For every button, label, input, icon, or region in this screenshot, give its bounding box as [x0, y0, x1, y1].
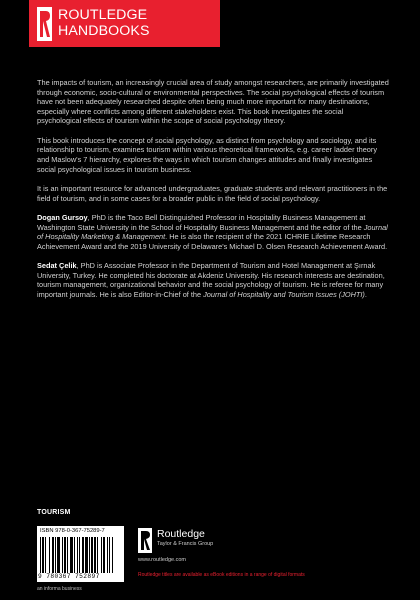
series-brand-box	[29, 0, 220, 47]
routledge-logo-icon	[37, 7, 52, 41]
author-bio-1-text-a: , PhD is the Taco Bell Distinguished Professor in Hospitality Business Management at Washington State University in the School of Hospitality Business Management and the editor of the	[37, 212, 366, 232]
ebook-note: Routledge titles are available as eBook editions in a range of digital formats	[138, 572, 305, 578]
author-name-2: Sedat Çelik	[37, 261, 77, 271]
description-paragraph-3: It is an important resource for advanced undergraduates, graduate students and relevant practitioners in the field of tourism, and in some cases for a broader public in the field of social psychology.	[37, 183, 388, 203]
author-name-1: Dogan Gursoy	[37, 212, 88, 222]
publisher-name: Routledge	[157, 528, 205, 540]
routledge-logo-icon	[138, 528, 152, 553]
series-name	[58, 8, 150, 39]
isbn-label: ISBN 978-0-367-75289-7	[40, 528, 105, 534]
isbn-digits: 9 780367 752897	[38, 573, 100, 580]
top-banner	[0, 0, 420, 70]
author-bio-1-text-b: . He is also the recipient of the 2021 ICHRIE Lifetime Research Achievement Award and the 2019 University of Delaware's Michael D. Olsen Research Achievement Award.	[37, 232, 388, 251]
series-line-1: ROUTLEDGE	[58, 7, 148, 23]
author-bio-1-journal: Journal of Hospitality Marketing & Management	[37, 222, 388, 242]
author-bio-2-text-a: , PhD is Associate Professor in the Department of Tourism and Hotel Management at Şırnak University, Turkey. He completed his doctorate at Akdeniz University. His research interests are destination, tourism management, organizational behavior and the social psychology of tourism. He is referee for many important journals. He is also Editor-in-Chief of the	[37, 261, 385, 300]
series-line-2: HANDBOOKS	[58, 22, 150, 39]
subject-category: TOURISM	[37, 509, 71, 516]
publisher-block	[138, 527, 318, 567]
author-bio-2-text-b: .	[364, 290, 367, 300]
publisher-group: Taylor & Francis Group	[157, 541, 214, 547]
isbn-barcode-box	[37, 526, 124, 582]
author-bio-1	[37, 213, 389, 251]
informa-tagline: an informa business	[37, 586, 82, 592]
description-paragraph-2: This book introduces the concept of social psychology, as distinct from psychology and sociology, and its relationship to tourism, examines tourism within various theoretical frameworks, e.g. career ladder theory and Maslow's 7 hierarchy, explores the ways in which tourism changes attitudes and finally investigates social psychological issues in tourism business.	[37, 135, 377, 174]
barcode-icon	[40, 537, 121, 573]
publisher-url: www.routledge.com	[138, 557, 186, 563]
back-cover-text	[37, 78, 389, 310]
author-bio-2	[37, 261, 389, 299]
author-bio-2-journal: Journal of Hospitality and Tourism Issues (JOHTI)	[203, 290, 365, 300]
description-paragraph-1: The impacts of tourism, an increasingly crucial area of study amongst researchers, are primarily investigated through economic, socio-cultural or environmental perspectives. The social psychological effects of tourism have not been adequately researched despite often being much more important for many destinations, especially where conflicts among different stakeholders exist. This book investigates the social psychological effects of tourism within the scope of social psychology theory.	[37, 78, 389, 126]
